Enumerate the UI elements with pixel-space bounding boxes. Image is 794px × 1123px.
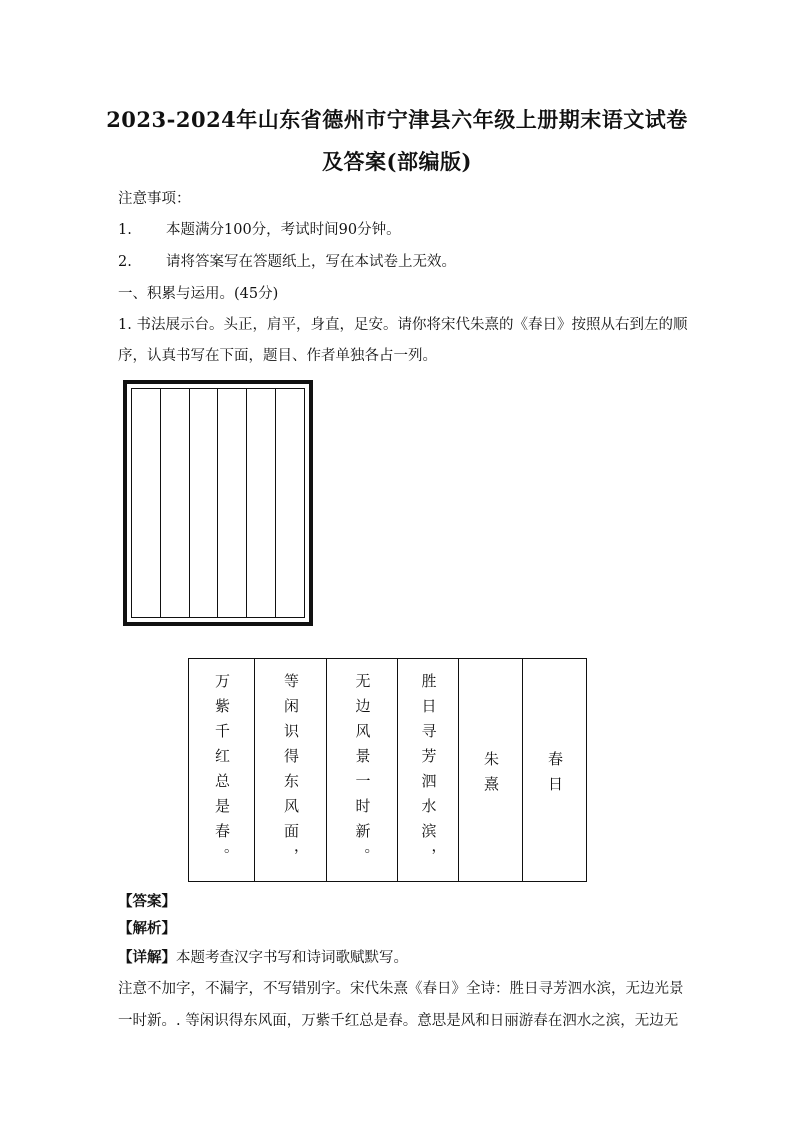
notice-item-2 xyxy=(118,250,456,271)
poem-column-title xyxy=(523,659,586,881)
notice-item-number: 1. xyxy=(118,222,132,238)
detail-line xyxy=(118,946,408,967)
detail-text: 本题考查汉字书写和诗词歌赋默写。 xyxy=(176,950,408,966)
writing-grid-column xyxy=(132,389,161,617)
poem-author-text: 朱熹 xyxy=(482,751,500,801)
poem-column xyxy=(327,659,398,881)
poem-column xyxy=(398,659,459,881)
notice-item-1 xyxy=(118,218,401,239)
notice-item-number: 2. xyxy=(118,254,132,270)
notice-item-text: 请将答案写在答题纸上，写在本试卷上无效。 xyxy=(166,254,456,270)
writing-grid-column xyxy=(190,389,219,617)
writing-grid-column xyxy=(247,389,276,617)
writing-grid-column xyxy=(161,389,190,617)
document-title-line1: 2023-2024年山东省德州市宁津县六年级上册期末语文试卷 xyxy=(106,107,688,132)
question-1-line1: 1. 书法展示台。头正，肩平，身直，足安。请你将宋代朱熹的《春日》按照从右到左的顺 xyxy=(118,317,688,333)
poem-column-author xyxy=(459,659,523,881)
question-1-line2: 序，认真书写在下面，题目、作者单独各占一列。 xyxy=(118,348,437,364)
answer-tag: 【答案】 xyxy=(118,893,176,910)
notice-heading: 注意事项： xyxy=(118,191,191,207)
analysis-label xyxy=(118,917,176,938)
notice-item-text: 本题满分100分，考试时间90分钟。 xyxy=(166,222,401,238)
poem-column-text: 无边风景一时新。 xyxy=(353,673,372,873)
poem-column-text: 胜日寻芳泗水滨， xyxy=(419,673,438,873)
writing-grid-columns xyxy=(131,388,305,618)
writing-grid-column xyxy=(276,389,304,617)
document-title-line2: 及答案(部编版) xyxy=(322,149,472,174)
section-heading: 一、积累与运用。(45分) xyxy=(118,286,279,302)
poem-column-text: 等闲识得东风面， xyxy=(282,673,300,873)
analysis-tag: 【解析】 xyxy=(118,920,176,937)
poem-column xyxy=(255,659,327,881)
poem-column-text: 万紫千红总是春。 xyxy=(213,673,231,873)
writing-grid xyxy=(123,380,313,626)
explanation-line2: 一时新。. 等闲识得东风面，万紫千红总是春。意思是风和日丽游春在泗水之滨，无边无 xyxy=(118,1013,679,1029)
answer-label xyxy=(118,890,176,911)
writing-grid-column xyxy=(218,389,247,617)
explanation-line1: 注意不加字，不漏字，不写错别字。宋代朱熹《春日》全诗：胜日寻芳泗水滨，无边光景 xyxy=(118,981,684,997)
poem-title-text: 春日 xyxy=(546,751,564,801)
poem-answer-table xyxy=(188,658,587,882)
poem-column xyxy=(189,659,255,881)
detail-tag: 【详解】 xyxy=(118,949,176,966)
